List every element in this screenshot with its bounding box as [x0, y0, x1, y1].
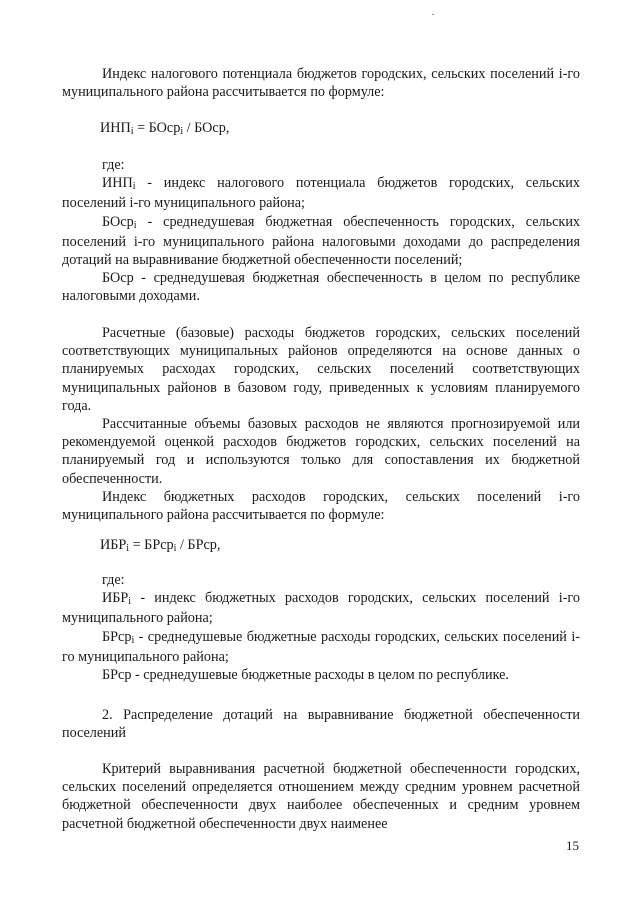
section-heading-2: 2. Распределение дотаций на выравнивание бюджетной обеспеченности поселений	[62, 707, 580, 742]
paragraph-criterion: Критерий выравнивания расчетной бюджетной обеспеченности городских, сельских поселений определяется отношением между средним уровнем расчетной бюджетной обеспеченности двух наиболее обеспеченных и средним уровнем расчетной бюджетной обеспеченности двух наименее	[62, 761, 580, 832]
definition-ibr: ИБРi - индекс бюджетных расходов городских, сельских поселений i-го муниципального района;	[62, 590, 580, 627]
page-number: 15	[566, 838, 579, 853]
scan-mark	[432, 14, 434, 15]
paragraph-tax-index-intro: Индекс налогового потенциала бюджетов городских, сельских поселений i-го муниципального района рассчитывается по формуле:	[62, 66, 580, 101]
definitions-block-1	[62, 156, 580, 306]
formula-inp: ИНПi = БОсрi / БОср,	[100, 120, 230, 137]
formula-ibr: ИБРi = БРсрi / БРср,	[100, 537, 221, 554]
paragraph-calculated-volumes: Рассчитанные объемы базовых расходов не являются прогнозируемой или рекомендуемой оценкой расходов бюджетов городских, сельских поселений на планируемый год и используются только для сопоставления их бюджетной обеспеченности.	[62, 416, 580, 487]
definitions-block-2	[62, 571, 580, 684]
definition-brsr-i: БРсрi - среднедушевые бюджетные расходы городских, сельских поселений i-го муниципального района;	[62, 628, 580, 665]
paragraph-base-expenses: Расчетные (базовые) расходы бюджетов городских, сельских поселений соответствующих муниципальных районов определяются на основе данных о планируемых расходах городских, сельских поселений соответствующих муниципальных районов в базовом году, приведенных к условиям планируемого года.	[62, 325, 580, 414]
where-label: где:	[102, 157, 125, 173]
definition-inp: ИНПi - индекс налогового потенциала бюджетов городских, сельских поселений i-го муниципального района;	[62, 175, 580, 212]
where-label: где:	[102, 572, 125, 588]
paragraph-expense-index-intro: Индекс бюджетных расходов городских, сельских поселений i-го муниципального района рассчитывается по формуле:	[62, 488, 580, 524]
definition-bosr-i: БОсрi - среднедушевая бюджетная обеспеченность городских, сельских поселений i-го муниципального района налоговыми доходами до распределения дотаций на выравнивание бюджетной обеспеченности поселений;	[62, 213, 580, 269]
base-expenses-block	[62, 324, 580, 524]
definition-brsr: БРср - среднедушевые бюджетные расходы в целом по республике.	[102, 667, 509, 684]
definition-bosr: БОср - среднедушевая бюджетная обеспеченность в целом по республике налоговыми доходами.	[62, 270, 580, 305]
